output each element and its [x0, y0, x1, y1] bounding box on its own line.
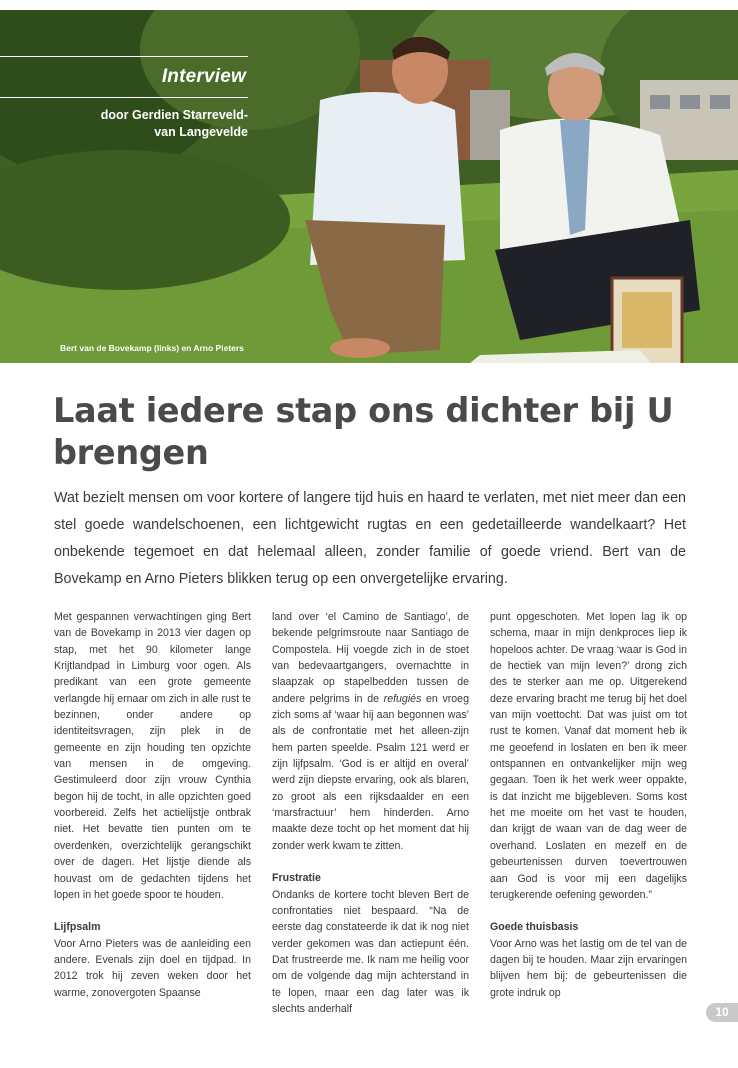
column-3: [490, 609, 687, 1001]
paragraph-text: land over ‘el Camino de Santiago’, de bekende pelgrimsroute naar Santiago de Compostela. Hij voegde zich in de stoet van bedevaartgangers, overnachtte in slaapzak op stapelbedden tussen de andere pelgrims in de: [272, 611, 469, 705]
paragraph: Voor Arno Pieters was de aanleiding een andere. Evenals zijn doel en tijdpad. In 2012 trok hij zeven weken door het warme, zonovergoten Spaanse: [54, 937, 251, 999]
byline-line-2: van Langevelde: [154, 125, 248, 139]
paragraph: Ondanks de kortere tocht bleven Bert de confrontaties niet bespaard. “Na de eerste dag constateerde ik dat ik nog niet verder gekomen was dan actiepunt één. Dat frustreerde me. Ik nam me heilig voor om de volgende dag mijn achterstand in te lopen, maar een dag later was ik slechts anderhalf: [272, 888, 469, 1015]
byline-line-1: door Gerdien Starreveld-: [100, 108, 248, 122]
header-photo: [0, 10, 738, 363]
emphasis-refugies: refugiés: [383, 692, 422, 705]
section-label: Interview: [161, 66, 246, 87]
paragraph: [272, 609, 469, 854]
header-rule-top: [0, 56, 248, 57]
header-rule-bottom: [0, 97, 248, 98]
paragraph-text: en vroeg zich soms af ‘waar hij aan begonnen was’ als de confrontatie met het alleen-zijn hem parten speelde. Psalm 121 werd er zijn lijfpsalm. ‘God is er altijd en overal’ werd zijn diepste ervaring, ook als blaren, zo groot als een rijksdaalder en een ‘marsfractuur’ hem hinderden. Arno maakte deze tocht op het moment dat hij zonder werk kwam te zitten.: [272, 692, 469, 852]
paragraph: Met gespannen verwachtingen ging Bert van de Bovekamp in 2013 vier dagen op stap, met het 90 kilometer lange Krijtlandpad in Limburg voor ogen. Als predikant van een grote gemeente verlangde hij ernaar om zich in alle rust te bezinnen, onder andere op identiteitsvragen, zijn plek in de gemeente en zijn houding ten opzichte van mensen in de omgeving. Gestimuleerd door zijn vrouw Cynthia begon hij de tocht, in alle opzichten goed voorbereid. Zelfs het actielijstje ontbrak niet. Het bevatte tien punten om te overdenken, overzichtelijk gerangschikt over de dagen. Het lijstje diende als houvast om de gedachten tijdens het lopen in het goede spoor te houden.: [54, 611, 251, 901]
subheading-frustratie: Frustratie: [272, 872, 321, 885]
page-number: 10: [706, 1003, 738, 1022]
photo-caption: Bert van de Bovekamp (links) en Arno Pieters: [60, 343, 244, 353]
column-2: [272, 609, 469, 1017]
paragraph: punt opgeschoten. Met lopen lag ik op schema, maar in mijn denkproces liep ik hopeloos achter. De vraag ‘waar is God in de hectiek van mijn leven?’ drong zich des te sterker aan me op. Uitgerekend deze ervaring bracht me terug bij het doel van mijn voettocht. Dat was juist om tot rust te komen. Vanaf dat moment heb ik me geoefend in loslaten en ben ik meer ontspannen en ontvankelijker mijn weg gegaan. Toen ik het werk weer oppakte, is dat inzicht me bijgebleven. Soms kost het me moeite om het vast te houden, dan krijgt de waan van de dag weer de overhand. Loslaten en mezelf en de gebeurtenissen durven toevertrouwen aan God is voor mij een dagelijks terugkerende oefening geworden.”: [490, 611, 687, 901]
column-1: [54, 609, 251, 1001]
paragraph: Voor Arno was het lastig om de tel van de dagen bij te houden. Maar zijn ervaringen blijven hem bij: de gebeurtenissen die grote indruk op: [490, 937, 687, 999]
photo-illustration: [0, 10, 738, 363]
byline: [60, 107, 248, 141]
article-intro: Wat bezielt mensen om voor kortere of langere tijd huis en haard te verlaten, met niet meer dan een stel goede wandelschoenen, een lichtgewicht rugtas en een gedetailleerde wandelkaart? Het onbekende tegemoet en dat helemaal alleen, zonder familie of goede vriend. Bert van de Bovekamp en Arno Pieters blikken terug op een onvergetelijke ervaring.: [54, 490, 686, 587]
subheading-goede-thuisbasis: Goede thuisbasis: [490, 921, 579, 934]
article-title: Laat iedere stap ons dichter bij U brengen: [53, 391, 674, 472]
subheading-lijfpsalm: Lijfpsalm: [54, 921, 101, 934]
